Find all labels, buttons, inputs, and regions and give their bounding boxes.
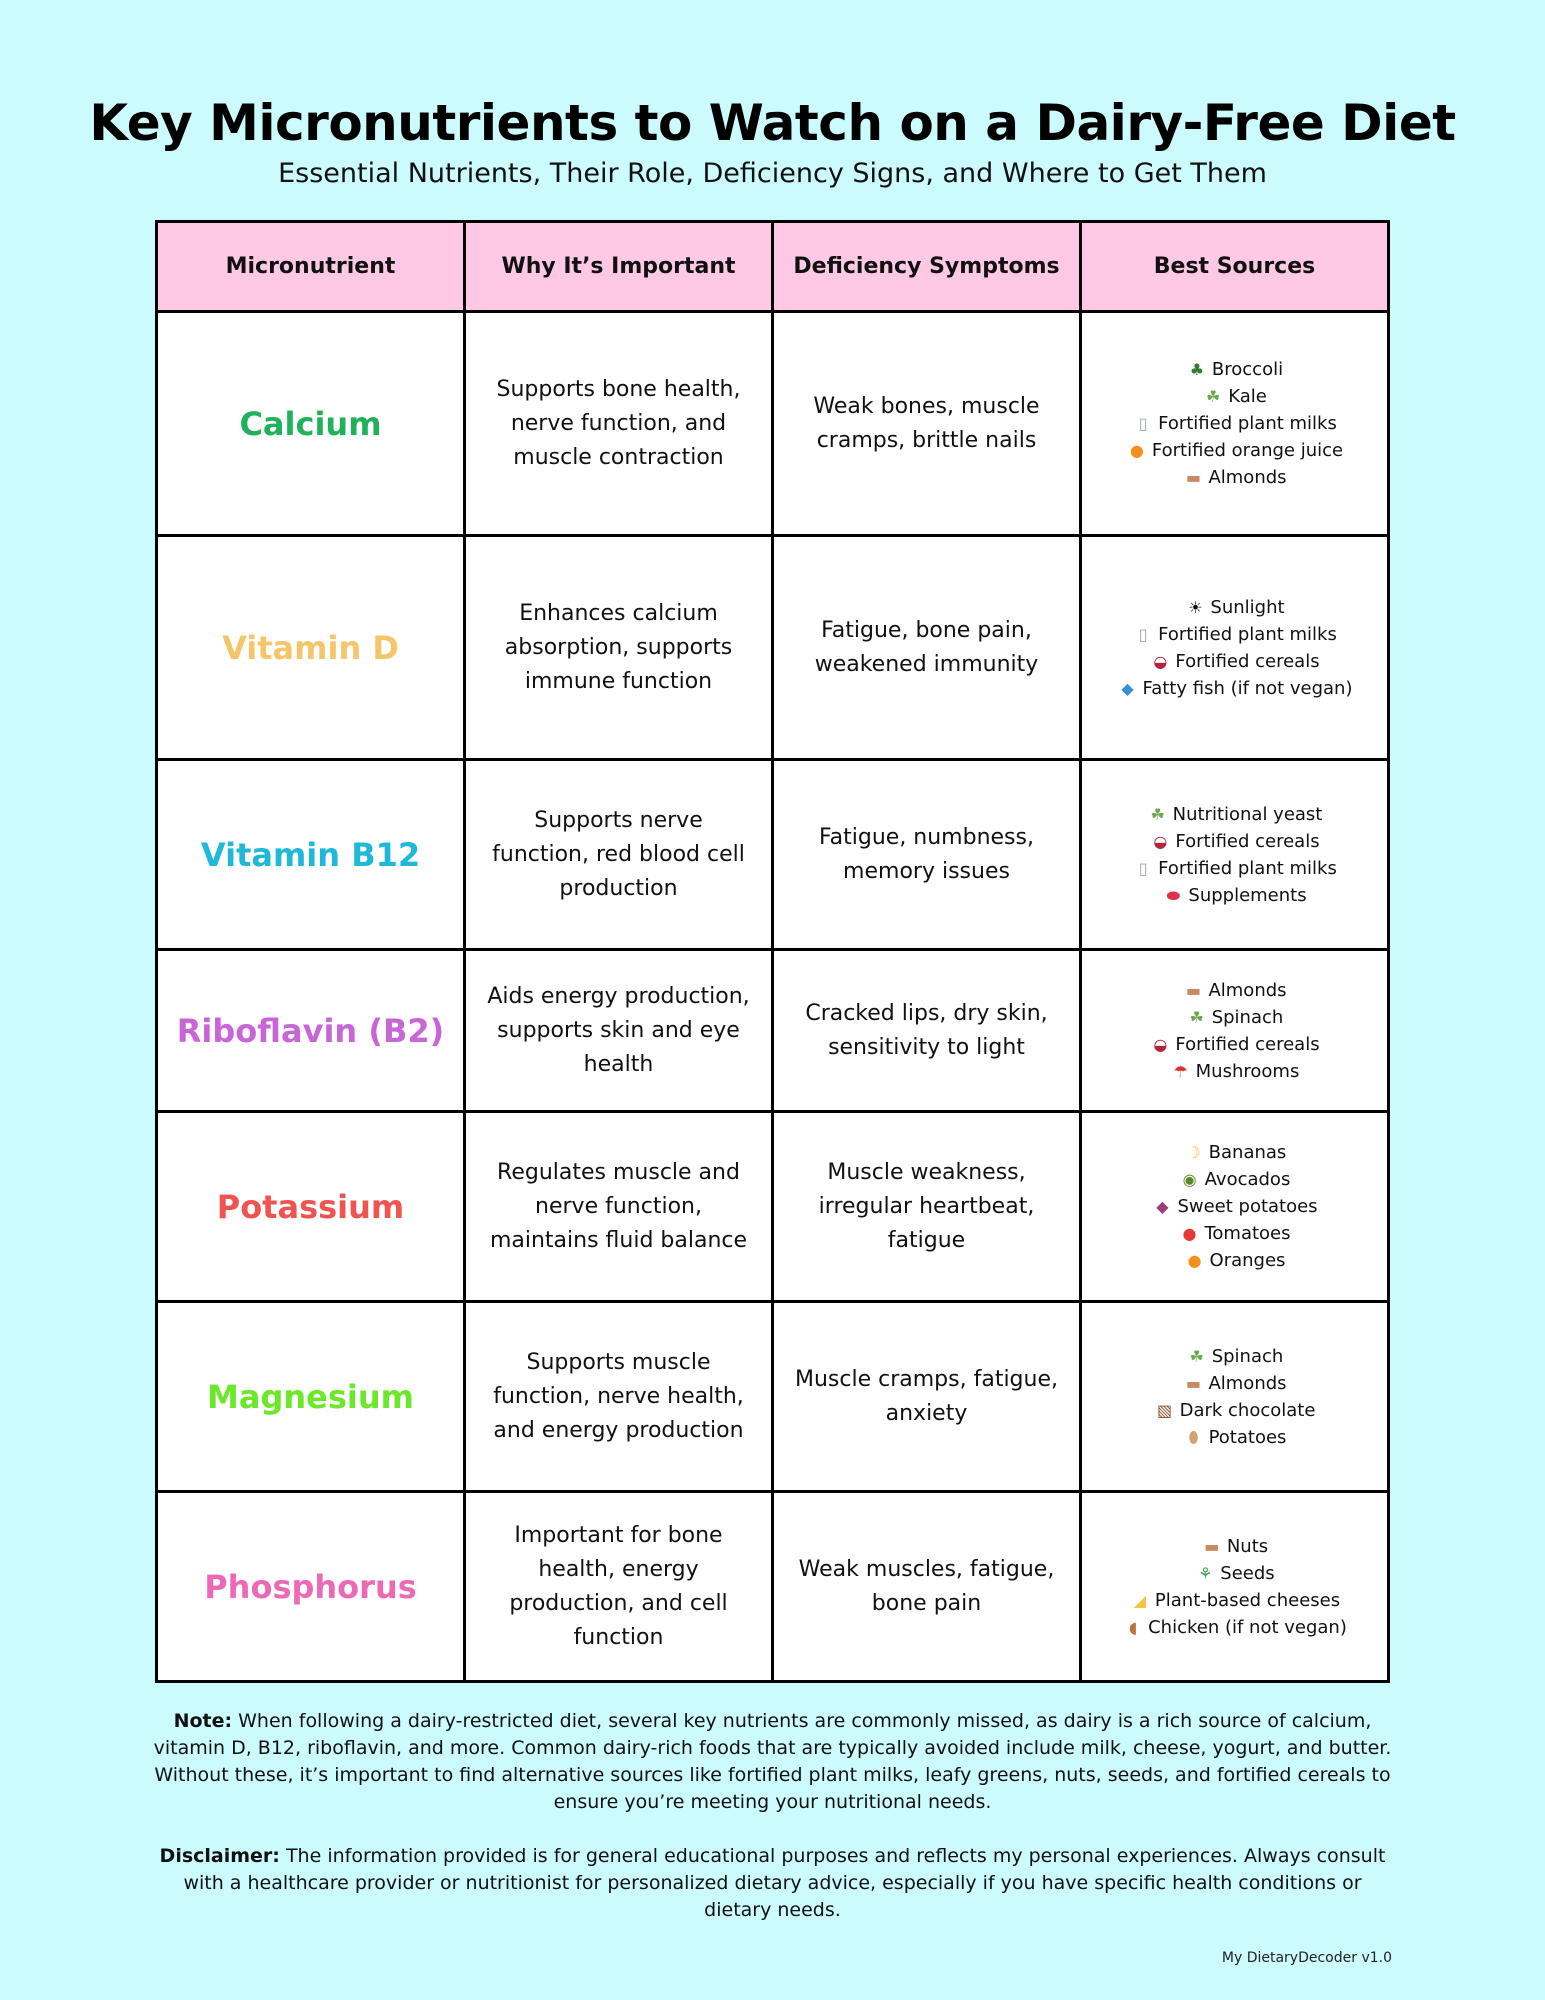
source-label: Fatty fish (if not vegan) bbox=[1142, 677, 1353, 699]
source-label: Seeds bbox=[1220, 1562, 1275, 1584]
importance-text: Regulates muscle and nerve function, maintains fluid balance bbox=[465, 1112, 773, 1302]
pill-icon: ⬬ bbox=[1166, 885, 1181, 905]
source-label: Fortified orange juice bbox=[1151, 440, 1344, 461]
peanut-icon: ▬ bbox=[1204, 1536, 1220, 1556]
source-item bbox=[1100, 437, 1369, 464]
source-item bbox=[1100, 1193, 1369, 1220]
best-sources-cell bbox=[1081, 1302, 1389, 1492]
source-label: Oranges bbox=[1209, 1250, 1286, 1271]
table-row bbox=[157, 950, 1389, 1112]
sources-list bbox=[1100, 1343, 1369, 1451]
source-label: Mushrooms bbox=[1195, 1060, 1300, 1082]
glass-icon: ▯ bbox=[1138, 858, 1148, 878]
source-item bbox=[1100, 1397, 1369, 1424]
source-label: Tomatoes bbox=[1204, 1223, 1291, 1244]
seedling-icon: ⚘ bbox=[1198, 1563, 1213, 1583]
chocolate-bar-icon: ▧ bbox=[1157, 1400, 1173, 1420]
source-label: Fortified plant milks bbox=[1158, 857, 1337, 879]
source-label: Almonds bbox=[1208, 979, 1287, 1001]
source-label: Sunlight bbox=[1210, 596, 1285, 618]
micronutrient-name: Vitamin D bbox=[157, 536, 465, 760]
source-label: Dark chocolate bbox=[1179, 1399, 1316, 1421]
source-label: Nutritional yeast bbox=[1172, 803, 1323, 825]
source-item bbox=[1100, 1370, 1369, 1397]
source-item bbox=[1100, 1139, 1369, 1166]
glass-icon: ▯ bbox=[1138, 624, 1148, 644]
glass-icon: ▯ bbox=[1138, 414, 1148, 433]
importance-text: Important for bone health, energy production, and cell function bbox=[465, 1492, 773, 1682]
source-item bbox=[1100, 1560, 1369, 1587]
avocado-icon: ◉ bbox=[1182, 1170, 1197, 1189]
source-item bbox=[1100, 648, 1369, 675]
table-row bbox=[157, 1112, 1389, 1302]
source-label: Fortified cereals bbox=[1175, 1033, 1320, 1055]
sources-list bbox=[1100, 977, 1369, 1085]
column-header-best-sources: Best Sources bbox=[1081, 222, 1389, 312]
deficiency-symptoms-text: Fatigue, numbness, memory issues bbox=[773, 760, 1081, 950]
source-label: Broccoli bbox=[1211, 359, 1284, 380]
note-paragraph bbox=[150, 1708, 1395, 1816]
notes-section bbox=[150, 1708, 1395, 1951]
banana-icon: ☽ bbox=[1186, 1143, 1201, 1162]
cheese-icon: ◢ bbox=[1133, 1590, 1147, 1610]
source-item bbox=[1100, 1058, 1369, 1085]
fish-icon: ◆ bbox=[1121, 678, 1134, 698]
best-sources-cell bbox=[1081, 1492, 1389, 1682]
column-header-why-important: Why It’s Important bbox=[465, 222, 773, 312]
source-item bbox=[1100, 621, 1369, 648]
sun-icon: ☀ bbox=[1188, 597, 1203, 617]
source-item bbox=[1100, 882, 1369, 909]
deficiency-symptoms-text: Weak bones, muscle cramps, brittle nails bbox=[773, 312, 1081, 536]
best-sources-cell bbox=[1081, 950, 1389, 1112]
source-label: Fortified cereals bbox=[1175, 650, 1320, 672]
herb-icon: ☘ bbox=[1150, 804, 1165, 824]
source-item bbox=[1100, 594, 1369, 621]
version-footer: My DietaryDecoder v1.0 bbox=[1221, 1950, 1392, 1966]
sources-list bbox=[1100, 594, 1369, 702]
source-label: Chicken (if not vegan) bbox=[1148, 1616, 1347, 1638]
source-item bbox=[1100, 675, 1369, 702]
sources-list bbox=[1100, 1139, 1369, 1274]
source-label: Supplements bbox=[1188, 884, 1307, 906]
table-row bbox=[157, 536, 1389, 760]
table-row bbox=[157, 760, 1389, 950]
potato-icon: ⬮ bbox=[1188, 1427, 1199, 1447]
source-item bbox=[1100, 1004, 1369, 1031]
cereal-bowl-icon: ◒ bbox=[1153, 831, 1168, 851]
table-header-row bbox=[157, 222, 1389, 312]
importance-text: Supports bone health, nerve function, and muscle contraction bbox=[465, 312, 773, 536]
source-label: Sweet potatoes bbox=[1177, 1196, 1318, 1217]
micronutrient-name: Calcium bbox=[157, 312, 465, 536]
best-sources-cell bbox=[1081, 760, 1389, 950]
best-sources-cell bbox=[1081, 1112, 1389, 1302]
source-item bbox=[1100, 1247, 1369, 1274]
table-row bbox=[157, 1302, 1389, 1492]
deficiency-symptoms-text: Cracked lips, dry skin, sensitivity to light bbox=[773, 950, 1081, 1112]
source-label: Bananas bbox=[1208, 1142, 1287, 1163]
importance-text: Supports nerve function, red blood cell production bbox=[465, 760, 773, 950]
micronutrient-name: Magnesium bbox=[157, 1302, 465, 1492]
micronutrient-table bbox=[155, 220, 1390, 1683]
source-item bbox=[1100, 1220, 1369, 1247]
sweet-potato-icon: ◆ bbox=[1156, 1197, 1169, 1216]
peanut-icon: ▬ bbox=[1185, 980, 1202, 1000]
source-label: Avocados bbox=[1204, 1169, 1291, 1190]
source-item bbox=[1100, 464, 1369, 491]
peanut-icon: ▬ bbox=[1185, 468, 1202, 487]
importance-text: Enhances calcium absorption, supports immune function bbox=[465, 536, 773, 760]
source-label: Almonds bbox=[1208, 467, 1287, 488]
micronutrient-name: Potassium bbox=[157, 1112, 465, 1302]
broccoli-icon: ♣ bbox=[1189, 360, 1205, 379]
note-label: Note: bbox=[173, 1710, 233, 1732]
orange-icon: ● bbox=[1187, 1251, 1202, 1270]
sources-list bbox=[1100, 801, 1369, 909]
page-subtitle: Essential Nutrients, Their Role, Deficiency Signs, and Where to Get Them bbox=[278, 158, 1267, 189]
table-body bbox=[157, 312, 1389, 1682]
micronutrient-name: Vitamin B12 bbox=[157, 760, 465, 950]
source-item bbox=[1100, 801, 1369, 828]
cereal-bowl-icon: ◒ bbox=[1153, 1034, 1168, 1054]
source-item bbox=[1100, 383, 1369, 410]
sources-list bbox=[1100, 1533, 1369, 1641]
note-text: When following a dairy-restricted diet, several key nutrients are commonly missed, as dairy is a rich source of calcium, vitamin D, B12, riboflavin, and more. Common dairy-rich foods that are typically avoided include milk, cheese, yogurt, and butter. Without these, it’s important to find alternative sources like fortified plant milks, leafy greens, nuts, seeds, and fortified cereals to ensure you’re meeting your nutritional needs. bbox=[153, 1710, 1392, 1813]
leafy-greens-icon: ☘ bbox=[1189, 1007, 1204, 1027]
disclaimer-paragraph bbox=[150, 1843, 1395, 1924]
chicken-leg-icon: ◖ bbox=[1128, 1617, 1138, 1637]
source-label: Spinach bbox=[1211, 1345, 1284, 1367]
deficiency-symptoms-text: Fatigue, bone pain, weakened immunity bbox=[773, 536, 1081, 760]
source-item bbox=[1100, 1533, 1369, 1560]
disclaimer-text: The information provided is for general educational purposes and reflects my personal experiences. Always consult with a healthcare provider or nutritionist for personalized dietary advice, especially if you have specific health conditions or dietary needs. bbox=[183, 1845, 1386, 1921]
orange-icon: ● bbox=[1129, 441, 1144, 460]
micronutrient-name: Phosphorus bbox=[157, 1492, 465, 1682]
column-header-micronutrient: Micronutrient bbox=[157, 222, 465, 312]
disclaimer-label: Disclaimer: bbox=[159, 1845, 280, 1867]
source-item bbox=[1100, 977, 1369, 1004]
source-item bbox=[1100, 855, 1369, 882]
source-item bbox=[1100, 828, 1369, 855]
source-item bbox=[1100, 1031, 1369, 1058]
leafy-greens-icon: ☘ bbox=[1189, 1346, 1204, 1366]
source-item bbox=[1100, 1166, 1369, 1193]
source-item bbox=[1100, 1343, 1369, 1370]
best-sources-cell bbox=[1081, 536, 1389, 760]
tomato-icon: ● bbox=[1182, 1224, 1197, 1243]
source-label: Fortified plant milks bbox=[1158, 623, 1337, 645]
source-label: Almonds bbox=[1208, 1372, 1287, 1394]
source-label: Fortified cereals bbox=[1175, 830, 1320, 852]
deficiency-symptoms-text: Weak muscles, fatigue, bone pain bbox=[773, 1492, 1081, 1682]
best-sources-cell bbox=[1081, 312, 1389, 536]
sources-list bbox=[1100, 356, 1369, 491]
deficiency-symptoms-text: Muscle cramps, fatigue, anxiety bbox=[773, 1302, 1081, 1492]
table-row bbox=[157, 1492, 1389, 1682]
source-label: Plant-based cheeses bbox=[1154, 1589, 1341, 1611]
source-label: Fortified plant milks bbox=[1158, 413, 1337, 434]
deficiency-symptoms-text: Muscle weakness, irregular heartbeat, fatigue bbox=[773, 1112, 1081, 1302]
column-header-deficiency-symptoms: Deficiency Symptoms bbox=[773, 222, 1081, 312]
micronutrient-name: Riboflavin (B2) bbox=[157, 950, 465, 1112]
peanut-icon: ▬ bbox=[1185, 1373, 1202, 1393]
source-item bbox=[1100, 356, 1369, 383]
source-label: Spinach bbox=[1211, 1006, 1284, 1028]
page-title: Key Micronutrients to Watch on a Dairy-Free Diet bbox=[89, 94, 1456, 152]
source-item bbox=[1100, 1424, 1369, 1451]
cereal-bowl-icon: ◒ bbox=[1153, 651, 1168, 671]
source-label: Potatoes bbox=[1208, 1426, 1287, 1448]
importance-text: Aids energy production, supports skin and eye health bbox=[465, 950, 773, 1112]
leafy-greens-icon: ☘ bbox=[1206, 387, 1221, 406]
source-item bbox=[1100, 410, 1369, 437]
source-label: Kale bbox=[1228, 386, 1267, 407]
importance-text: Supports muscle function, nerve health, and energy production bbox=[465, 1302, 773, 1492]
source-label: Nuts bbox=[1226, 1535, 1269, 1557]
mushroom-icon: ☂ bbox=[1173, 1061, 1188, 1081]
source-item bbox=[1100, 1587, 1369, 1614]
source-item bbox=[1100, 1614, 1369, 1641]
table-row bbox=[157, 312, 1389, 536]
